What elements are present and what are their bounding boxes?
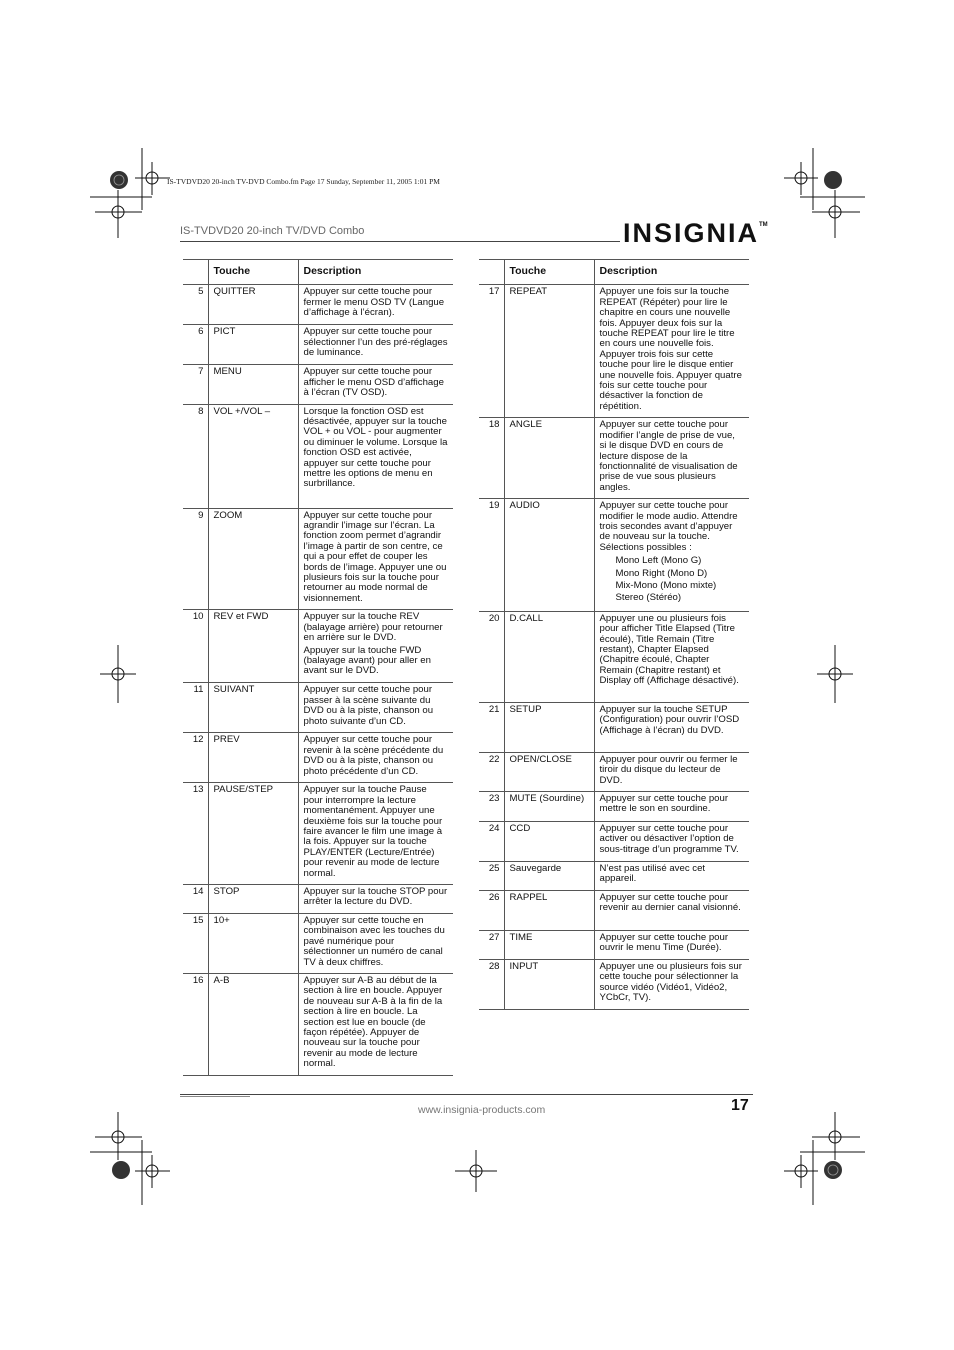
key-description-extra: Appuyer sur la touche FWD (balayage avant) pour aller en avant sur le DVD. bbox=[303, 644, 431, 677]
key-description: Appuyer sur cette touche pour agrandir l’image sur l’écran. La fonction zoom permet d’agrandir l’image à partir de son centre, ce qui a pour effet de couper les bords de l’image. Appuyer une ou plusieurs fois sur la touche pour retourner au mode normal de visionnement. bbox=[298, 508, 453, 610]
key-description: Appuyer une fois sur la touche REPEAT (Répéter) pour lire le chapitre en cours une nouvelle fois. Appuyer deux fois sur la touche REPEAT pour lire le titre en cours une nouvelle fois. Appuyer trois fois sur cette touche pour lire le disque entier une nouvelle fois. Appuyer quatre fois sur cette touche pour désactiver la fonction de répétition. bbox=[594, 285, 749, 418]
logo-trademark: TM bbox=[759, 222, 768, 228]
key-name: MUTE (Sourdine) bbox=[504, 792, 594, 822]
key-description: Appuyer sur cette touche pour sélectionner l’un des pré-réglages de luminance. bbox=[298, 325, 453, 365]
table-row bbox=[479, 891, 749, 931]
page-number: 17 bbox=[731, 1097, 749, 1114]
table-row bbox=[479, 611, 749, 702]
table-row bbox=[183, 973, 453, 1075]
key-name: MENU bbox=[208, 365, 298, 404]
key-description: Appuyer sur la touche STOP pour arrêter la lecture du DVD. bbox=[298, 884, 453, 913]
key-name: OPEN/CLOSE bbox=[504, 752, 594, 791]
table-row bbox=[479, 862, 749, 891]
key-name: AUDIO bbox=[504, 499, 594, 612]
table-row bbox=[479, 792, 749, 822]
file-info: IS-TVDVD20 20-inch TV-DVD Combo.fm Page 17 Sunday, September 11, 2005 1:01 PM bbox=[167, 177, 440, 186]
audio-selection-item: Mix-Mono (Mono mixte) bbox=[615, 579, 717, 591]
key-description: Appuyer sur cette touche pour modifier le mode audio. Attendre trois secondes avant d’appuyer de nouveau sur la touche. Sélections possibles : bbox=[599, 500, 738, 553]
header-rule bbox=[180, 241, 620, 242]
key-description: N’est pas utilisé avec cet appareil. bbox=[594, 862, 749, 891]
table-row bbox=[183, 404, 453, 508]
key-name: PREV bbox=[208, 733, 298, 783]
key-name: REPEAT bbox=[504, 285, 594, 418]
row-number: 13 bbox=[183, 783, 208, 885]
key-name: QUITTER bbox=[208, 285, 298, 325]
table-row bbox=[183, 884, 453, 913]
header-description: Description bbox=[298, 260, 453, 285]
row-number: 16 bbox=[183, 973, 208, 1075]
key-description-cell bbox=[298, 610, 453, 683]
table-row bbox=[479, 285, 749, 418]
key-name: INPUT bbox=[504, 960, 594, 1010]
key-description: Appuyer sur cette touche pour mettre le son en sourdine. bbox=[594, 792, 749, 822]
table-row bbox=[183, 733, 453, 783]
key-name: 10+ bbox=[208, 913, 298, 973]
key-description: Appuyer sur A-B au début de la section à lire en boucle. Appuyer de nouveau sur A-B à la fin de la section à lire en boucle. La section est lue en boucle (de façon répétée). Appuyer de nouveau sur la touche pour revenir au mode de lecture normal. bbox=[298, 973, 453, 1075]
key-name: PICT bbox=[208, 325, 298, 365]
key-description: Appuyer sur cette touche pour activer ou désactiver l’option de sous-titrage d’un programme TV. bbox=[594, 822, 749, 862]
row-number: 28 bbox=[479, 960, 504, 1010]
table-row bbox=[183, 783, 453, 885]
key-name: STOP bbox=[208, 884, 298, 913]
row-number: 5 bbox=[183, 285, 208, 325]
table-header-row bbox=[183, 260, 453, 285]
key-description: Appuyer sur cette touche pour ouvrir le menu Time (Durée). bbox=[594, 931, 749, 960]
key-description-cell bbox=[594, 499, 749, 612]
key-description: Appuyer une ou plusieurs fois sur cette touche pour sélectionner la source vidéo (Vidéo1, Vidéo2, YCbCr, TV). bbox=[594, 960, 749, 1010]
table-row bbox=[183, 913, 453, 973]
row-number: 17 bbox=[479, 285, 504, 418]
row-number: 18 bbox=[479, 418, 504, 499]
audio-selection-item: Stereo (Stéréo) bbox=[615, 592, 682, 604]
header-description: Description bbox=[594, 260, 749, 285]
key-name: SETUP bbox=[504, 702, 594, 752]
key-description: Appuyer une ou plusieurs fois pour afficher Title Elapsed (Titre écoulé), Title Remain (Titre restant), Chapter Elapsed (Chapitre écoulé, Chapter Remain (Chapitre restant) et Display off (Affichage désactivé). bbox=[594, 611, 749, 702]
table-row bbox=[183, 508, 453, 610]
row-number: 24 bbox=[479, 822, 504, 862]
key-name: RAPPEL bbox=[504, 891, 594, 931]
brand-logo bbox=[623, 218, 768, 249]
key-name: TIME bbox=[504, 931, 594, 960]
key-name: PAUSE/STEP bbox=[208, 783, 298, 885]
logo-text: INSIGNIA bbox=[623, 218, 760, 248]
audio-selection-item: Mono Right (Mono D) bbox=[615, 567, 708, 579]
key-name: ANGLE bbox=[504, 418, 594, 499]
key-description: Appuyer sur la touche Pause pour interrompre la lecture momentanément. Appuyer une deuxième fois sur la touche pour faire avancer le film une image à la fois. Appuyer sur la touche PLAY/ENTER (Lecture/Entrée) pour revenir au mode de lecture normal. bbox=[298, 783, 453, 885]
key-description: Appuyer sur la touche SETUP (Configuration) pour ouvrir l’OSD (Affichage à l’écran) du DVD. bbox=[594, 702, 749, 752]
audio-selections bbox=[616, 556, 745, 604]
row-number: 10 bbox=[183, 610, 208, 683]
table-row bbox=[183, 325, 453, 365]
key-name: Sauvegarde bbox=[504, 862, 594, 891]
audio-selection-item: Mono Left (Mono G) bbox=[615, 555, 702, 567]
key-name: CCD bbox=[504, 822, 594, 862]
key-description: Lorsque la fonction OSD est désactivée, appuyer sur la touche VOL + ou VOL - pour augmenter ou diminuer le volume. Lorsque la fonction OSD est activée, appuyer sur cette touche pour mettre les options de menu en surbrillance. bbox=[298, 404, 453, 508]
table-header-row bbox=[479, 260, 749, 285]
footer-rule-accent bbox=[180, 1096, 250, 1097]
row-number: 15 bbox=[183, 913, 208, 973]
key-description: Appuyer sur cette touche pour modifier l’angle de prise de vue, si le disque DVD en cours de lecture dispose de la fonctionnalité de visualisation de prise de vue sous plusieurs angles. bbox=[594, 418, 749, 499]
header-num-cell bbox=[479, 260, 504, 285]
row-number: 12 bbox=[183, 733, 208, 783]
key-name: SUIVANT bbox=[208, 683, 298, 733]
key-name: VOL +/VOL – bbox=[208, 404, 298, 508]
key-name: REV et FWD bbox=[208, 610, 298, 683]
key-name: ZOOM bbox=[208, 508, 298, 610]
table-row bbox=[479, 418, 749, 499]
header-key: Touche bbox=[504, 260, 594, 285]
footer-url: www.insignia-products.com bbox=[418, 1104, 546, 1116]
key-description: Appuyer pour ouvrir ou fermer le tiroir du disque du lecteur de DVD. bbox=[594, 752, 749, 791]
key-name: A-B bbox=[208, 973, 298, 1075]
table-row bbox=[183, 285, 453, 325]
key-description: Appuyer sur cette touche pour fermer le menu OSD TV (Langue d’affichage à l’écran). bbox=[298, 285, 453, 325]
remote-keys-table-right bbox=[479, 259, 749, 1010]
key-description: Appuyer sur la touche REV (balayage arrière) pour retourner en arrière sur le DVD. bbox=[303, 611, 443, 644]
header-key: Touche bbox=[208, 260, 298, 285]
row-number: 19 bbox=[479, 499, 504, 612]
row-number: 20 bbox=[479, 611, 504, 702]
row-number: 6 bbox=[183, 325, 208, 365]
key-description: Appuyer sur cette touche pour revenir à la scène précédente du DVD ou à la piste, chanson ou photo précédente d’un CD. bbox=[298, 733, 453, 783]
row-number: 11 bbox=[183, 683, 208, 733]
key-name: D.CALL bbox=[504, 611, 594, 702]
row-number: 8 bbox=[183, 404, 208, 508]
header-num-cell bbox=[183, 260, 208, 285]
row-number: 9 bbox=[183, 508, 208, 610]
row-number: 22 bbox=[479, 752, 504, 791]
row-number: 26 bbox=[479, 891, 504, 931]
row-number: 27 bbox=[479, 931, 504, 960]
table-row bbox=[479, 931, 749, 960]
footer-rule bbox=[180, 1094, 753, 1095]
key-description: Appuyer sur cette touche pour afficher le menu OSD d’affichage à l’écran (TV OSD). bbox=[298, 365, 453, 404]
row-number: 25 bbox=[479, 862, 504, 891]
table-row bbox=[479, 822, 749, 862]
page-header-title: IS-TVDVD20 20-inch TV/DVD Combo bbox=[180, 225, 365, 237]
table-row bbox=[183, 365, 453, 404]
key-description: Appuyer sur cette touche en combinaison avec les touches du pavé numérique pour sélectionner un numéro de canal TV à deux chiffres. bbox=[298, 913, 453, 973]
key-description: Appuyer sur cette touche pour passer à la scène suivante du DVD ou à la piste, chanson ou photo suivante d’un CD. bbox=[298, 683, 453, 733]
table-row bbox=[479, 752, 749, 791]
row-number: 23 bbox=[479, 792, 504, 822]
row-number: 14 bbox=[183, 884, 208, 913]
table-row bbox=[479, 960, 749, 1010]
table-row bbox=[183, 610, 453, 683]
table-row bbox=[479, 702, 749, 752]
table-row bbox=[183, 683, 453, 733]
row-number: 21 bbox=[479, 702, 504, 752]
remote-keys-table-left bbox=[183, 259, 453, 1076]
row-number: 7 bbox=[183, 365, 208, 404]
key-description: Appuyer sur cette touche pour revenir au dernier canal visionné. bbox=[594, 891, 749, 931]
table-row bbox=[479, 499, 749, 612]
